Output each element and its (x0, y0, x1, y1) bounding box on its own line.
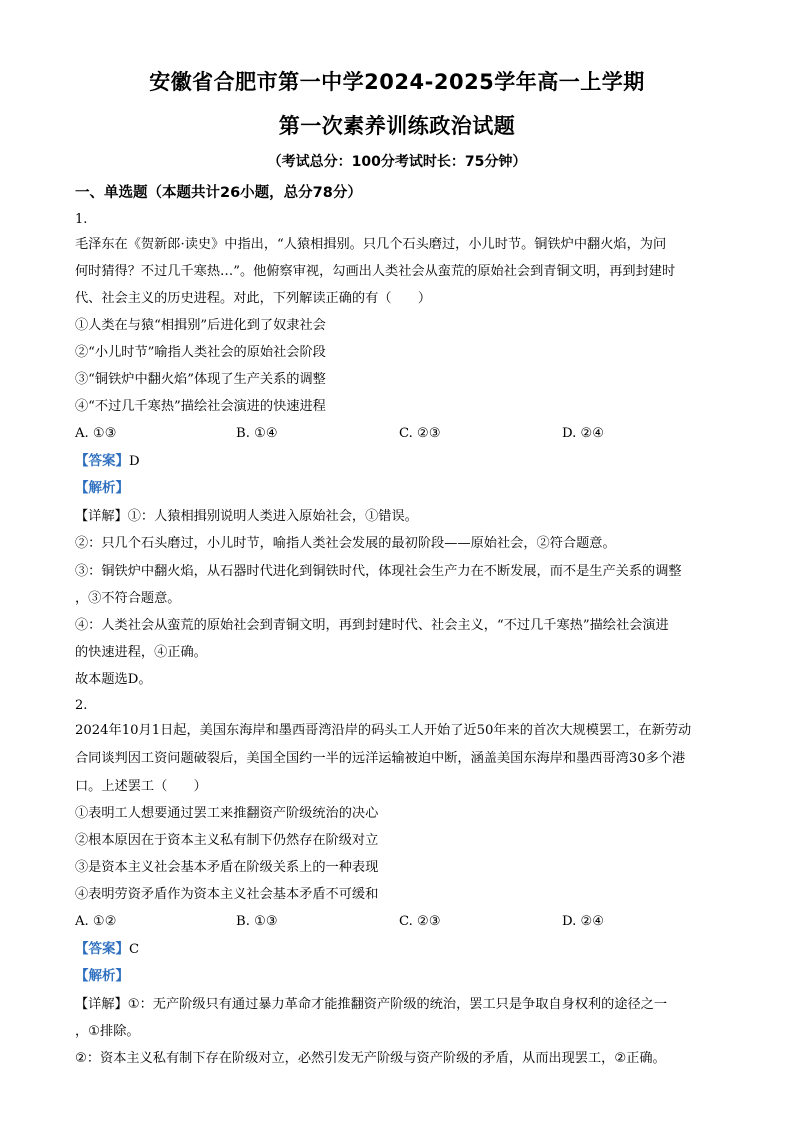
option-d: D. ②④ (562, 914, 605, 929)
analysis-tag: 【解析】 (75, 968, 129, 984)
exam-subtitle: （考试总分：100分考试时长：75分钟） (267, 154, 527, 170)
option-c: C. ②③ (399, 914, 441, 929)
question-number: 1. (75, 212, 88, 227)
detail-line: 的快速进程，④正确。 (75, 645, 207, 660)
answer-value: D (129, 454, 140, 469)
option-c: C. ②③ (399, 426, 441, 441)
detail-text: ①：人猿相揖别说明人类进入原始社会，①错误。 (127, 509, 418, 524)
exam-title-line2: 第一次素养训练政治试题 (278, 114, 516, 138)
detail-text: ①：无产阶级只有通过暴力革命才能推翻资产阶级的统治，罢工只是争取自身权利的途径之一 (127, 997, 668, 1012)
detail-line (75, 996, 667, 1014)
detail-line: ②：只几个石头磨过，小儿时节，喻指人类社会发展的最初阶段——原始社会，②符合题意。 (75, 536, 616, 551)
detail-line: ③：铜铁炉中翻火焰，从石器时代进化到铜铁时代，体现社会生产力在不断发展，而不是生产关系的调整 (75, 564, 682, 579)
statement-item: ②根本原因在于资本主义私有制下仍然存在阶级对立 (75, 833, 379, 848)
detail-line: ②：资本主义私有制下存在阶级对立，必然引发无产阶级与资产阶级的矛盾，从而出现罢工，②正确。 (75, 1051, 666, 1066)
option-b: B. ①③ (236, 914, 278, 929)
answer-value: C (129, 942, 140, 957)
question-stem-line: 2024年10月1日起，美国东海岸和墨西哥湾沿岸的码头工人开始了近50年来的首次大规模罢工，在新劳动 (75, 723, 692, 738)
option-d: D. ②④ (562, 426, 605, 441)
question-stem-line: 代、社会主义的历史进程。对此，下列解读正确的有（ ） (75, 291, 432, 306)
detail-line: ，①排除。 (75, 1024, 140, 1039)
answer-tag: 【答案】 (75, 453, 129, 469)
option-a: A. ①② (75, 914, 117, 929)
statement-item: ①表明工人想要通过罢工来推翻资产阶级统治的决心 (75, 806, 379, 821)
statement-item: ①人类在与猿“相揖别”后进化到了奴隶社会 (75, 318, 326, 333)
analysis-line (75, 479, 129, 498)
question-stem-line: 何时猜得？不过几千寒热…”。他俯察审视，勾画出人类社会从蛮荒的原始社会到青铜文明，再到封建时 (75, 264, 676, 279)
answer-line (75, 940, 139, 959)
question-stem-line: 合同谈判因工资问题破裂后，美国全国约一半的远洋运输被迫中断，涵盖美国东海岸和墨西哥湾30多个港 (75, 751, 686, 766)
analysis-line (75, 967, 129, 986)
statement-item: ④“不过几千寒热”描绘社会演进的快速进程 (75, 399, 326, 414)
detail-line: ④：人类社会从蛮荒的原始社会到青铜文明，再到封建时代、社会主义，“不过几千寒热”描绘社会演进 (75, 618, 669, 633)
detail-line: 故本题选D。 (75, 672, 152, 687)
detail-tag: 【详解】 (75, 509, 128, 524)
exam-title-line1: 安徽省合肥市第一中学2024-2025学年高一上学期 (149, 70, 645, 94)
answer-line (75, 452, 140, 471)
option-a: A. ①③ (75, 426, 117, 441)
question-stem-line: 毛泽东在《贺新郎·读史》中指出，“人猿相揖别。只几个石头磨过，小儿时节。铜铁炉中翻火焰，为问 (75, 237, 667, 252)
detail-line: ，③不符合题意。 (75, 591, 181, 606)
detail-tag: 【详解】 (75, 997, 128, 1012)
question-number: 2. (75, 698, 88, 713)
statement-item: ②“小儿时节”喻指人类社会的原始社会阶段 (75, 345, 326, 360)
answer-tag: 【答案】 (75, 941, 129, 957)
statement-item: ④表明劳资矛盾作为资本主义社会基本矛盾不可缓和 (75, 887, 379, 902)
statement-item: ③是资本主义社会基本矛盾在阶级关系上的一种表现 (75, 860, 379, 875)
question-stem-line: 口。上述罢工（ ） (75, 779, 207, 794)
statement-item: ③“铜铁炉中翻火焰”体现了生产关系的调整 (75, 372, 326, 387)
analysis-tag: 【解析】 (75, 480, 129, 496)
option-b: B. ①④ (236, 426, 278, 441)
section-heading: 一、单选题（本题共计26小题，总分78分） (75, 185, 362, 201)
detail-line (75, 508, 418, 526)
